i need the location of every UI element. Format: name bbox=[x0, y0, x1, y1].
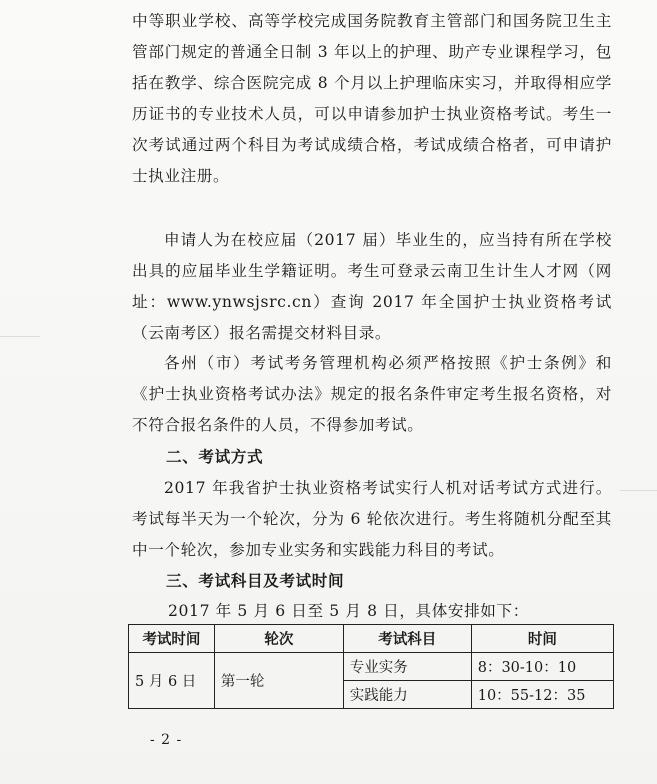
section-heading-exam-method: 二、考试方式 bbox=[166, 448, 264, 466]
paragraph-exam-method: 2017 年我省护士执业资格考试实行人机对话考试方式进行。考试每半天为一个轮次，分为 6 轮依次进行。考生将随机分配至其中一个轮次，参加专业实务和实践能力科目的考试。 bbox=[132, 479, 612, 559]
table-row bbox=[129, 653, 614, 681]
cell-subject: 专业实务 bbox=[343, 653, 471, 681]
paragraph-schedule-intro: 2017 年 5 月 6 日至 5 月 8 日，具体安排如下： bbox=[168, 602, 529, 620]
cell-date: 5 月 6 日 bbox=[129, 653, 215, 709]
header-round: 轮次 bbox=[214, 625, 343, 653]
paragraph-eligibility: 中等职业学校、高等学校完成国务院教育主管部门和国务院卫生主管部门规定的普通全日制 3 年以上的护理、助产专业课程学习，包括在教学、综合医院完成 8 个月以上护理临床实习，并取得相应学历证书的专业技术人员，可以申请参加护士执业资格考试。考生一次考试通过两个科目为考试成绩合格，考试成绩合格者，可申请护士执业注册。 bbox=[132, 12, 612, 185]
table-header-row bbox=[129, 625, 614, 653]
header-subject: 考试科目 bbox=[343, 625, 471, 653]
cell-time: 8：30-10：10 bbox=[471, 653, 613, 681]
cell-subject: 实践能力 bbox=[343, 681, 471, 709]
paragraph-qualification-review: 各州（市）考试考务管理机构必须严格按照《护士条例》和《护士执业资格考试办法》规定的报名条件审定考生报名资格，对不符合报名条件的人员，不得参加考试。 bbox=[132, 354, 612, 434]
cell-time: 10：55-12：35 bbox=[471, 681, 613, 709]
header-time: 时间 bbox=[471, 625, 613, 653]
section-heading-exam-subjects: 三、考试科目及考试时间 bbox=[166, 572, 345, 590]
page-number: - 2 - bbox=[150, 732, 183, 748]
scan-artifact bbox=[620, 490, 657, 491]
paragraph-graduate-proof: 申请人为在校应届（2017 届）毕业生的，应当持有所在学校出具的应届毕业生学籍证明。考生可登录云南卫生计生人才网（网址：www.ynwsjsrc.cn）查询 2017 年全国护士执业资格考试（云南考区）报名需提交材料目录。 bbox=[132, 231, 612, 342]
header-exam-date: 考试时间 bbox=[129, 625, 215, 653]
exam-schedule-table bbox=[128, 624, 614, 709]
cell-round: 第一轮 bbox=[214, 653, 343, 709]
scan-artifact bbox=[0, 336, 40, 337]
